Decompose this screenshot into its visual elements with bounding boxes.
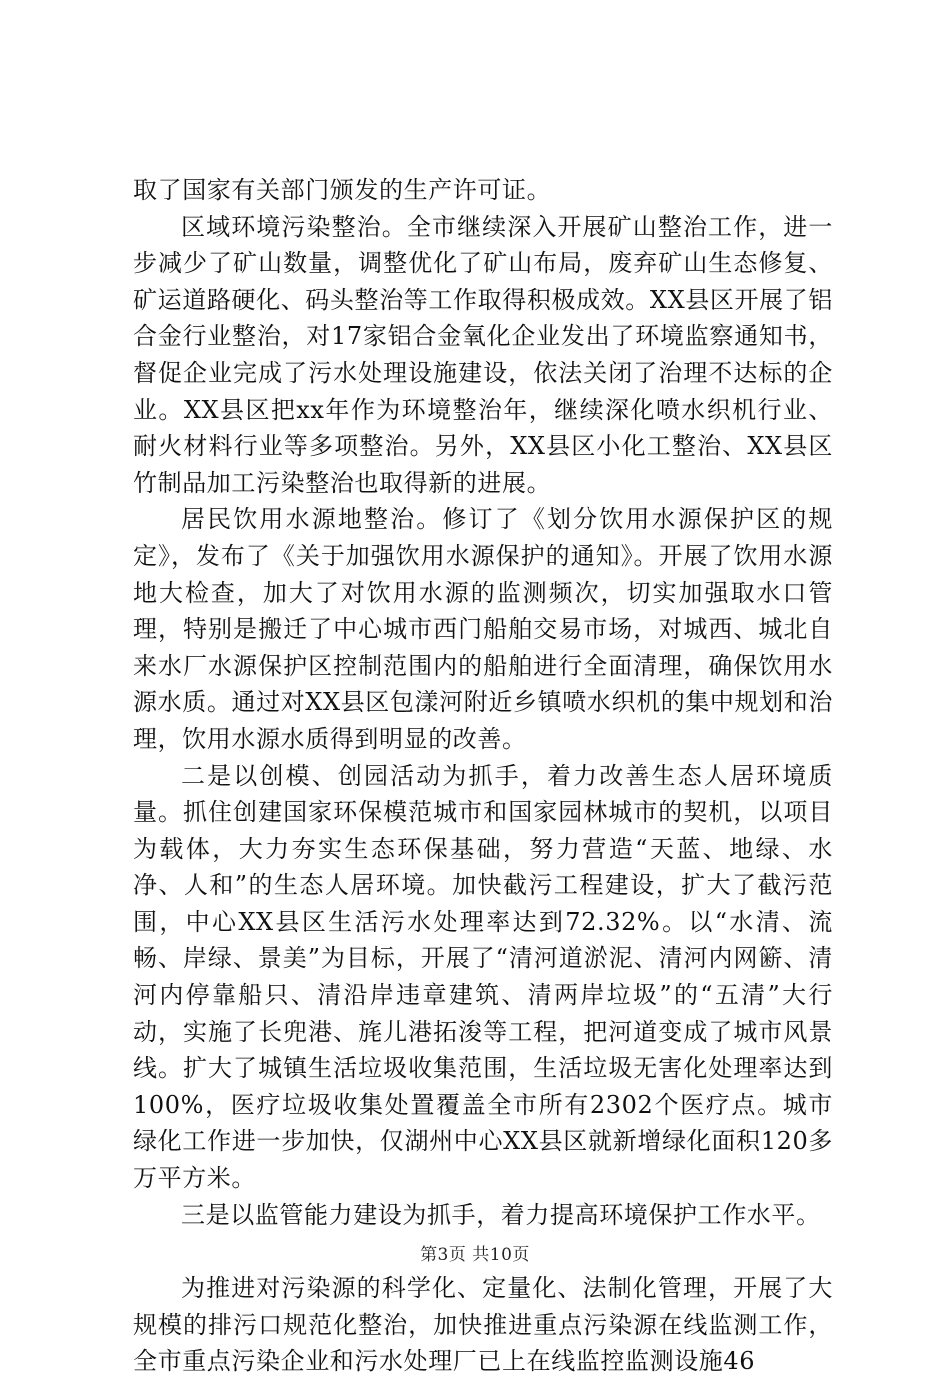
paragraph-continuation: 取了国家有关部门颁发的生产许可证。 (133, 176, 552, 204)
paragraph-model-city: 二是以创模、创园活动为抓手，着力改善生态人居环境质量。抓住创建国家环保模范城市和国家园林城市的契机，以项目为载体，大力夯实生态环保基础，努力营造“天蓝、地绿、水净、人和”的生态人居环境。加快截污工程建设，扩大了截污范围，中心XX县区生活污水处理率达到72.32%。以“水清、流畅、岸绿、景美”为目标，开展了“清河道淤泥、清河内网簖、清河内停靠船只、清沿岸违章建筑、清两岸垃圾”的“五清”大行动，实施了长兜港、旄儿港拓浚等工程，把河道变成了城市风景线。扩大了城镇生活垃圾收集范围，生活垃圾无害化处理率达到100%，医疗垃圾收集处置覆盖全市所有2302个医疗点。城市绿化工作进一步加快，仅湖州中心XX县区就新增绿化面积120多万平方米。 (133, 761, 833, 1193)
page-number-footer: 第3页 共10页 (420, 1245, 530, 1265)
document-body (133, 172, 833, 1380)
paragraph-supervision-heading: 三是以监管能力建设为抓手，着力提高环境保护工作水平。 (181, 1200, 821, 1229)
paragraph-pollution-source: 为推进对污染源的科学化、定量化、法制化管理，开展了大规模的排污口规范化整治，加快推进重点污染源在线监测工作，全市重点污染企业和污水处理厂已上在线监控监测设施46 (133, 1274, 833, 1376)
paragraph-drinking-water: 居民饮用水源地整治。修订了《划分饮用水源保护区的规定》，发布了《关于加强饮用水源保护的通知》。开展了饮用水源地大检查，加大了对饮用水源的监测频次，切实加强取水口管理，特别是搬迁了中心城市西门船舶交易市场，对城西、城北自来水厂水源保护区控制范围内的船舶进行全面清理，确保饮用水源水质。通过对XX县区包漾河附近乡镇喷水织机的集中规划和治理，饮用水源水质得到明显的改善。 (133, 505, 833, 753)
paragraph-regional-pollution: 区域环境污染整治。全市继续深入开展矿山整治工作，进一步减少了矿山数量，调整优化了矿山布局，废弃矿山生态修复、矿运道路硬化、码头整治等工作取得积极成效。XX县区开展了铝合金行业整治，对17家铝合金氧化企业发出了环境监察通知书，督促企业完成了污水处理设施建设，依法关闭了治理不达标的企业。XX县区把xx年作为环境整治年，继续深化喷水织机行业、耐火材料行业等多项整治。另外，XX县区小化工整治、XX县区竹制品加工污染整治也取得新的进展。 (133, 212, 833, 497)
